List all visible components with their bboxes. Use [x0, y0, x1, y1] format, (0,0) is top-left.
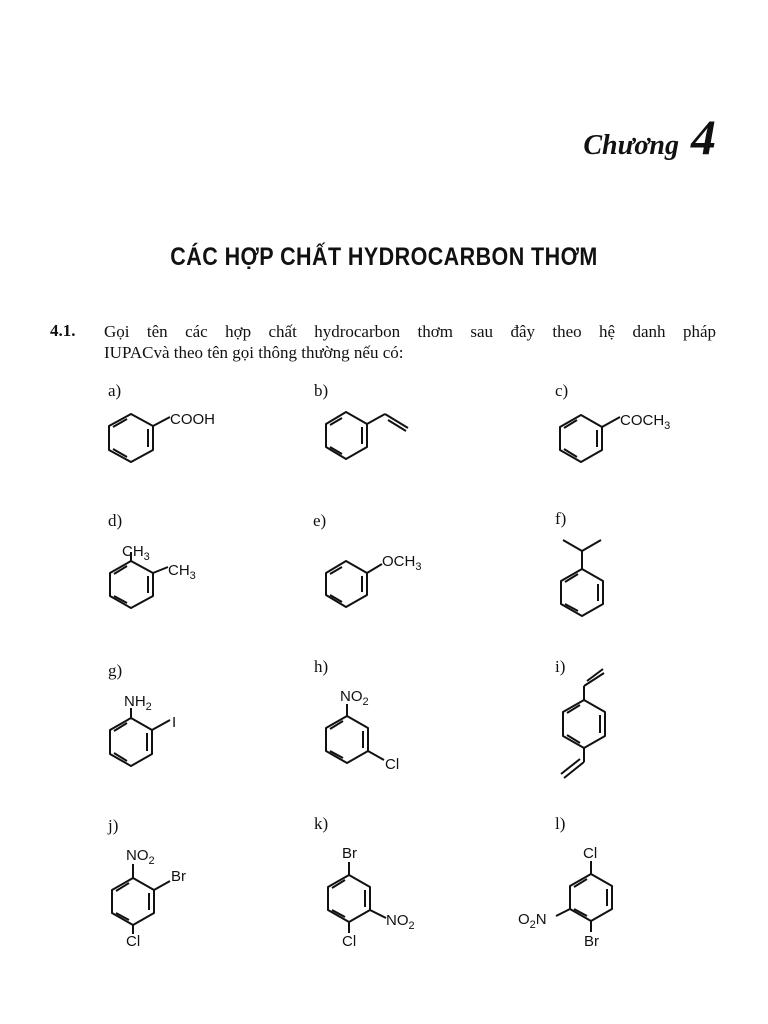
structure-e — [326, 553, 421, 607]
label-br: Br — [342, 845, 357, 862]
label-ch3-top: $CH_3$ — [122, 543, 150, 563]
label-cl: Cl — [126, 933, 141, 950]
item-label-f: f) — [555, 509, 567, 528]
item-label-b: b) — [314, 381, 329, 400]
item-label-d: d) — [108, 511, 123, 530]
structure-g — [110, 693, 176, 766]
structure-d — [110, 543, 196, 608]
page-title: CÁC HỢP CHẤT HYDROCARBON THƠM — [170, 243, 598, 271]
label-och3: $OCH_3$ — [382, 553, 422, 573]
structure-j — [112, 847, 186, 950]
structure-a — [109, 411, 215, 462]
label-cl: Cl — [583, 845, 598, 862]
item-label-c: c) — [555, 381, 569, 400]
label-br: Br — [171, 868, 186, 885]
item-label-k: k) — [314, 814, 329, 833]
item-label-e: e) — [313, 511, 327, 530]
structure-c — [560, 412, 670, 462]
question-line-2: IUPACvà theo tên gọi thông thường nếu có: — [104, 343, 404, 362]
item-label-h: h) — [314, 657, 329, 676]
structure-l — [518, 845, 612, 950]
label-cl: Cl — [385, 756, 400, 773]
label-cl: Cl — [342, 933, 357, 950]
label-no2: $NO_2$ — [340, 688, 369, 708]
item-label-j: j) — [108, 816, 119, 835]
label-i: I — [172, 714, 177, 731]
label-br: Br — [584, 933, 599, 950]
item-label-g: g) — [108, 661, 123, 680]
label-nh2: $NH_2$ — [124, 693, 152, 713]
label-cooh: COOH — [170, 411, 215, 428]
item-label-i: i) — [555, 657, 566, 676]
structure-b — [326, 412, 408, 459]
structure-k — [328, 845, 415, 950]
chapter-number: 4 — [691, 109, 716, 165]
chapter-word: Chương — [583, 130, 679, 161]
question-number: 4.1. — [50, 321, 76, 340]
structure-f — [561, 540, 603, 616]
label-coch3: $COCH_3$ — [620, 412, 671, 432]
label-o2n: $O_2N$ — [518, 911, 547, 931]
label-no2: $NO_2$ — [126, 847, 155, 867]
question-line-1: Gọi tên các hợp chất hydrocarbon thơm sau đây theo hệ danh pháp — [104, 322, 716, 341]
item-label-l: l) — [555, 814, 566, 833]
label-no2: $NO_2$ — [386, 912, 415, 932]
label-ch3-side: $CH_3$ — [168, 562, 196, 582]
item-label-a: a) — [108, 381, 122, 400]
structure-i — [561, 669, 605, 778]
structure-h — [326, 688, 399, 773]
